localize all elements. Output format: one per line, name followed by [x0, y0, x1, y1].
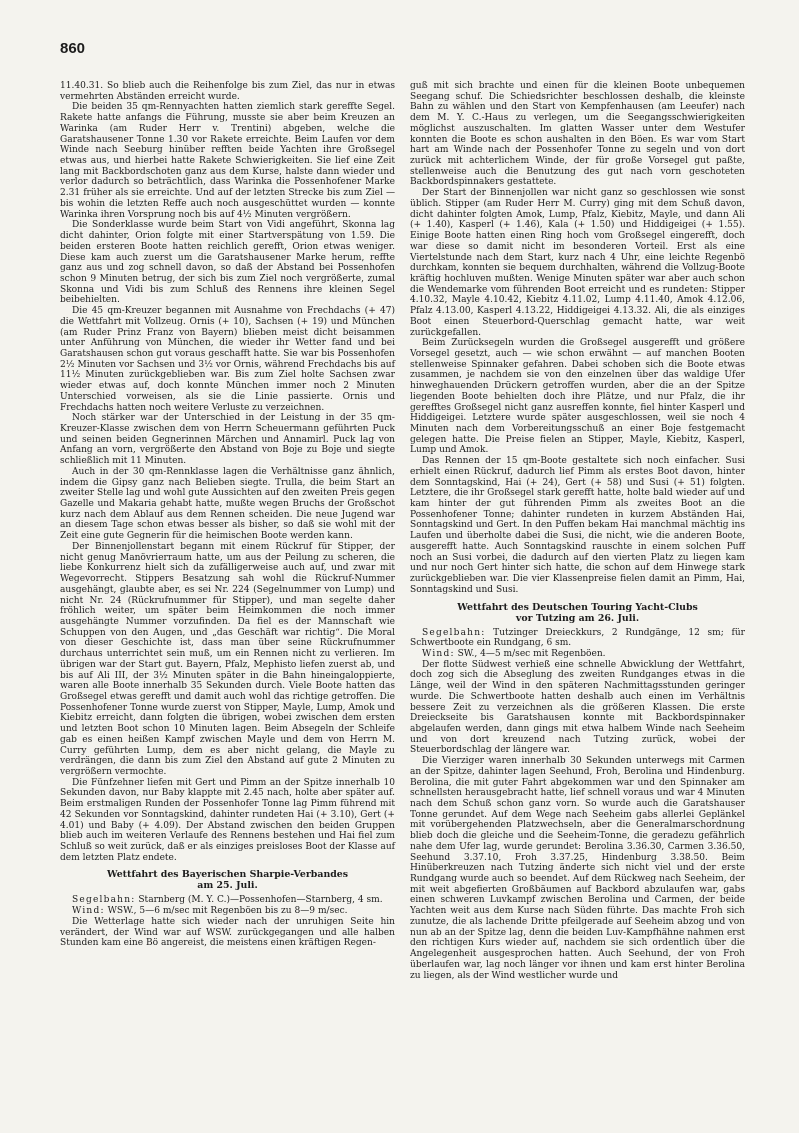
course-text: Starnberg (M. Y. C.)—Possenhofen—Starnberg, 4 sm.	[135, 895, 383, 906]
course-line	[410, 628, 745, 649]
paragraph: guß mit sich brachte und einen für die kleinen Boote unbequemen Seegang schuf. Die Schiedsrichter beschlossen deshalb, die kleinste Bahn zu wählen und den Start von Kempfenhausen (am Leeufer) nach dem M. Y. C.-Haus zu verlegen, um die Seegangsschwierigkeiten möglichst auszuschalten. Im glatten Wasser unter dem Westufer konnten die Boote es schon aushalten in den Böen. Es war vom Start hart am Winde nach der Possenhofer Tonne zu segeln und von dort zurück mit achterlichem Winde, der für große Vorsegel gut paßte, stellenweise auch die Benutzung des gut nach vorn geschoteten Backbordspinnakers gestattete.	[410, 81, 745, 188]
course-label: Segelbahn:	[72, 895, 136, 906]
paragraph: Die Vierziger waren innerhalb 30 Sekunden unterwegs mit Carmen an der Spitze, dahinter lagen Seehund, Froh, Berolina und Hindenburg. Berolina, die mit guter Fahrt abgekommen war und den Spinnaker am schnellsten herausgebracht hatte, lief schnell voraus und war 4 Minuten nach dem Schuß schon ganz vorn. So wurde auch die Garatshauser Tonne gerundet. Auf dem Wege nach Seeheim gabs allerlei Geplänkel mit vorübergehenden Platzwechseln, aber die Generalmarschordnung blieb doch die gleiche und die Seeheim-Tonne, die geradezu gefährlich nahe dem Ufer lag, wurde gerundet: Berolina 3.36.30, Carmen 3.36.50, Seehund 3.37.10, Froh 3.37.25, Hindenburg 3.38.50. Beim Hinüberkreuzen nach Tutzing änderte sich nicht viel und der erste Rundgang wurde auch so beendet. Auf dem Rückweg nach Seeheim, der mit weit abgefierten Großbäumen auf Backbord abzulaufen war, gabs einen schweren Luvkampf zwischen Berolina und Carmen, der beide Yachten weit aus dem Kurse nach Süden führte. Das machte Froh sich zunutze, die als lachende Dritte pfeilgerade auf Seeheim abzog und von nun ab an der Spitze lag, denn die beiden Luv-Kampfhähne nahmen erst den richtigen Kurs wieder auf, nachdem sie sich ordentlich über die Angelegenheit ausgesprochen hatten. Auch Seehund, der von Froh überlaufen war, lag noch länger vor ihnen und kam erst hinter Berolina zu liegen, als der Wind westlicher wurde und	[410, 756, 745, 981]
wind-text: SW., 4—5 m/sec mit Regenböen.	[454, 648, 606, 659]
paragraph: Die beiden 35 qm-Rennyachten hatten ziemlich stark gereffte Segel. Rakete hatte anfangs die Führung, musste sie aber beim Kreuzen an Warinka (am Ruder Herr v. Trentini) abgeben, welche die Garatshausener Tonne 1.30 vor Rakete erreichte. Beim Laufen vor dem Winde nach Seeburg hinüber refften beide Yachten ihre Großsegel etwas aus, und hierbei hatte Rakete Schwierigkeiten. Sie lief eine Zeit lang mit Backbordschoten ganz aus dem Kurse, halste dann wieder und verlor dadurch so beträchtlich, dass Warinka die Possenhofener Marke 2.31 früher als sie erreichte. Und auf der letzten Strecke bis zum Ziel — bis wohin die letzten Reffe auch noch ausgeschüttet wurden — konnte Warinka ihren Vorsprung noch bis auf 4½ Minuten vergrößern.	[60, 102, 395, 220]
course-text: Tutzinger Dreieckkurs, 2 Rundgänge, 12 sm; für Schwertboote ein Rundgang, 6 sm.	[410, 627, 745, 649]
paragraph: Die Sonderklasse wurde beim Start von Vidi angeführt, Skonna lag dicht dahinter, Orion folgte mit einer Startverspätung von 1.59. Die beiden ersteren Boote hatten reichlich gerefft, Orion etwas weniger. Diese kam auch zuerst um die Garatshausener Marke herum, reffte ganz aus und zog schnell davon, so daß der Abstand bei Possenhofen schon 9 Minuten betrug, der sich bis zum Ziel noch vergrößerte, zumal Skonna und Vidi bis zum Schluß des Rennens ihre kleinen Segel beibehielten.	[60, 220, 395, 306]
paragraph: Noch stärker war der Unterschied in der Leistung in der 35 qm-Kreuzer-Klasse zwischen dem von Herrn Scheuermann geführten Puck und seinen beiden Gegnerinnen Märchen und Annamirl. Puck lag von Anfang an vorn, vergrößerte den Abstand von Boje zu Boje und siegte schließlich mit 11 Minuten.	[60, 413, 395, 467]
paragraph: Die Fünfzehner liefen mit Gert und Pimm an der Spitze innerhalb 10 Sekunden davon, nur Baby klappte mit 2.45 nach, holte aber später auf. Beim erstmaligen Runden der Possenhofer Tonne lag Pimm führend mit 42 Sekunden vor Sonntagskind, dahinter rundeten Hai (+ 3.10), Gert (+ 4.01) und Baby (+ 4.09). Der Abstand zwischen den beiden Gruppen blieb auch im weiteren Verlaufe des Rennens bestehen und Hai fiel zum Schluß so weit zurück, daß er als einziges preisloses Boot der Klasse auf dem letzten Platz endete.	[60, 777, 395, 863]
section-heading: Wettfahrt des Deutschen Touring Yacht-Clubs vor Tutzing am 26. Juli.	[457, 601, 698, 624]
paragraph: Der flotte Südwest verhieß eine schnelle Abwicklung der Wettfahrt, doch zog sich die Abseglung des zweiten Rundganges etwas in die Länge, weil der Wind in den späteren Nachmittagsstunden geringer wurde. Die Schwertboote hatten deshalb auch einen im Verhältnis bessere Zeit zu verzeichnen als die größeren Klassen. Die erste Dreieckseite bis Garatshausen konnte mit Backbordspinnaker abgelaufen werden, dann gings mit etwa halbem Winde nach Seeheim und von dort kreuzend nach Tutzing zurück, wobei der Steuerbordschlag der längere war.	[410, 659, 745, 756]
paragraph: Das Rennen der 15 qm-Boote gestaltete sich noch einfacher. Susi erhielt einen Rückruf, dadurch lief Pimm als erstes Boot davon, hinter dem Sonntagskind, Hai (+ 24), Gert (+ 58) und Susi (+ 51) folgten. Letztere, die ihr Großsegel stark gerefft hatte, holte bald wieder auf und kam hinter der gut führenden Pimm als zweites Boot an die Possenhofener Tonne; dahinter rundeten in kurzem Abständen Hai, Sonntagskind und Gert. In den Puffen bekam Hai manchmal mächtig ins Laufen und überholte dabei die Susi, die nicht, wie die anderen Boote, ausgerefft hatte. Auch Sonntagskind rauschte in einem solchen Puff noch an Susi vorbei, die dadurch auf den vierten Platz zu liegen kam und nur noch Gert hinter sich hatte, die schon auf dem Hinwege stark zurückgeblieben war. Die vier Klassenpreise fielen damit an Pimm, Hai, Sonntagskind und Susi.	[410, 456, 745, 595]
wind-label: Wind:	[422, 648, 455, 659]
course-label: Segelbahn:	[422, 627, 486, 638]
left-column	[60, 81, 395, 949]
wind-line	[410, 649, 745, 660]
wind-label: Wind:	[72, 906, 105, 917]
wind-text: WSW., 5—6 m/sec mit Regenböen bis zu 8—9 m/sec.	[104, 906, 348, 917]
paragraph: Auch in der 30 qm-Rennklasse lagen die Verhältnisse ganz ähnlich, indem die Gipsy ganz nach Belieben siegte. Trulla, die beim Start an zweiter Stelle lag und wohl gute Aussichten auf den zweiten Preis gegen Gazelle und Makaria gehabt hatte, mußte wegen Bruchs der Großschot kurz nach dem Ablauf aus dem Rennen scheiden. Die neue Jugend war an diesem Tage schon etwas besser als bisher, so daß sie wohl mit der Zeit eine gute Gegnerin für die heimischen Boote werden kann.	[60, 466, 395, 542]
paragraph: Beim Zurücksegeln wurden die Großsegel ausgerefft und größere Vorsegel gesetzt, auch — wie schon erwähnt — auf manchen Booten stellenweise Spinnaker gefahren. Dabei schoben sich die Boote etwas zusammen, je nachdem sie von den einzelnen über das waldige Ufer hinweghauenden Drückern getroffen wurden, aber die an der Spitze liegenden Boote behielten doch ihre Plätze, und nur Pfalz, die ihr gerefftes Großsegel nicht ganz ausreffen konnte, fiel hinter Kasperl und Hiddigeigei. Letztere wurde später ausgeschlossen, weil sie noch 4 Minuten nach dem Vorbereitungsschuß an einer Boje festgemacht gelegen hatte. Die Preise fielen an Stipper, Mayle, Kiebitz, Kasperl, Lump und Amok.	[410, 338, 745, 456]
paragraph: Der Binnenjollenstart begann mit einem Rückruf für Stipper, der nicht genug Manövrierraum hatte, um aus der Peilung zu scheren, die liebe Konkurrenz hielt sich da zufälligerweise auch auf, und zwar mit Wegevorrecht. Stippers Besatzung sah wohl die Rückruf-Nummer ausgehängt, glaubte aber, es sei Nr. 224 (Segelnummer von Lump) und nicht Nr. 24 (Rückrufnummer für Stipper), und man segelte daher fröhlich weiter, um später beim Heimkommen die noch immer ausgehängte Nummer vorzufinden. Da fiel es der Mannschaft wie Schuppen von den Augen, und „das Geschäft war richtig“. Die Moral von dieser Geschichte ist, dass man über seine Rückrufnummer durchaus unterrichtet sein muß, um ein Rennen nicht zu verlieren. Im übrigen war der Start gut. Bayern, Pfalz, Mephisto liefen zuerst ab, und bis auf Ali III, der 3½ Minuten später in die Bahn hineingaloppierte, waren alle Boote innerhalb 35 Sekunden durch. Viele Boote hatten das Großsegel etwas gerefft und damit auch wohl das richtige getroffen. Die Possenhofener Tonne wurde zuerst von Stipper, Mayle, Lump, Amok und Kiebitz erreicht, dann folgten die übrigen, wobei zwischen dem ersten und letzten Boot schon 10 Minuten lagen. Beim Absegeln der Schleife gab es einen heißen Kampf zwischen Mayle und dem von Herrn M. Curry geführten Lump, dem es aber nicht gelang, die Mayle zu verdrängen, die dann bis zum Ziel den Abstand auf gute 2 Minuten zu vergrößern vermochte.	[60, 541, 395, 777]
section-heading: Wettfahrt des Bayerischen Sharpie-Verbandes am 25. Juli.	[106, 869, 349, 892]
paragraph: Die 45 qm-Kreuzer begannen mit Ausnahme von Frechdachs (+ 47) die Wettfahrt mit Vollzeug. Ornis (+ 10), Sachsen (+ 19) und München (am Ruder Prinz Franz von Bayern) blieben meist dicht beisammen unter Anführung von München, die wieder ihr Wetter fand und bei Garatshausen schon gut voraus geschafft hatte. Sie war bis Possenhofen 2½ Minuten vor Sachsen und 3½ vor Ornis, während Frechdachs bis auf 11½ Minuten zurückgeblieben war. Bis zum Ziel holte Sachsen zwar wieder etwas auf, doch konnte München immer noch 2 Minuten Unterschied vorweisen, als sie die Linie passierte. Ornis und Frechdachs hatten noch weitere Verluste zu verzeichnen.	[60, 306, 395, 413]
course-line	[60, 895, 395, 906]
paragraph: Der Start der Binnenjollen war nicht ganz so geschlossen wie sonst üblich. Stipper (am Ruder Herr M. Curry) ging mit dem Schuß davon, dicht dahinter folgten Amok, Lump, Pfalz, Kiebitz, Mayle, und dann Ali (+ 1.40), Kasperl (+ 1.46), Kala (+ 1.50) und Hiddigeigei (+ 1.55). Einige Boote hatten einen Ring hoch vom Großsegel eingerefft, doch war diese so damit nicht im besonderen Vorteil. Erst als eine Viertelstunde nach dem Start, kurz nach 4 Uhr, eine leichte Regenbö durchkam, konnten sie bequem durchhalten, während die Vollzug-Boote kräftig hochluven mußten. Wenige Minuten später war aber auch schon die Wendemarke vom führenden Boot erreicht und es rundeten: Stipper 4.10.32, Mayle 4.10.42, Kiebitz 4.11.02, Lump 4.11.40, Amok 4.12.06, Pfalz 4.13.00, Kasperl 4.13.22, Hiddigeigei 4.13.32. Ali, die als einziges Boot einen Steuerbord-Querschlag gemacht hatte, war weit zurückgefallen.	[410, 188, 745, 338]
page-number: 860	[60, 40, 86, 57]
paragraph: Die Wetterlage hatte sich wieder nach der unruhigen Seite hin verändert, der Wind war auf WSW. zurückgegangen und alle halben Stunden kam eine Bö angereist, die meistens einen kräftigen Regen-	[60, 916, 395, 949]
wind-line	[60, 906, 395, 917]
right-column	[410, 81, 745, 981]
paragraph: 11.40.31. So blieb auch die Reihenfolge bis zum Ziel, das nur in etwas vermehrten Abständen erreicht wurde.	[60, 81, 395, 102]
